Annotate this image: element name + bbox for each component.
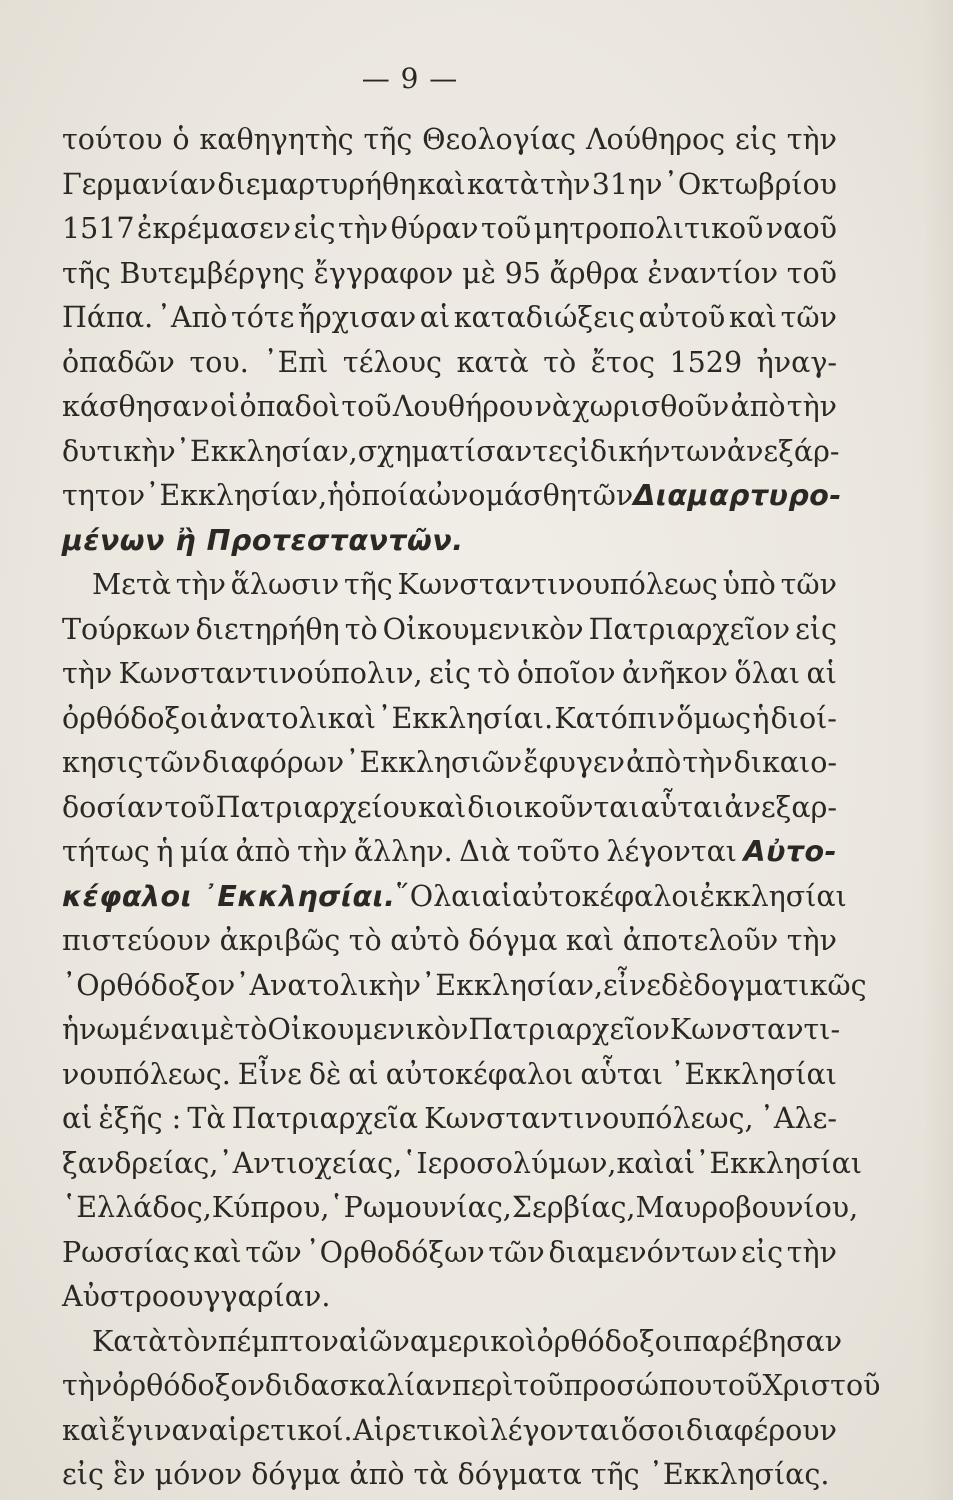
- word: Οἰκουμενικὸν: [382, 612, 584, 646]
- word: ὀρθόδοξοι: [62, 701, 209, 735]
- text-line: [62, 1008, 841, 1053]
- word: Γερμανίαν: [62, 167, 217, 201]
- word: ξανδρείας,: [62, 1146, 219, 1180]
- word: ἔφυγεν: [523, 746, 625, 779]
- word: αἱρετικοί.: [208, 1413, 353, 1447]
- word: τοῦ: [513, 1369, 564, 1402]
- word: Αἱρετικοὶ: [352, 1413, 490, 1447]
- page-edge-shadow: [923, 0, 953, 1500]
- word: ἀνατολικαὶ: [209, 701, 376, 735]
- word: ᾿Αλε-: [759, 1102, 837, 1135]
- word: Πατριαρχείου: [215, 790, 418, 824]
- word: ἀνεξάρ-: [726, 434, 840, 468]
- word: Βυτεμβέργης: [119, 256, 305, 290]
- text-line: [62, 786, 837, 831]
- word: ᾿Ανατολικὴν: [235, 968, 421, 1002]
- word: ἡ: [327, 479, 345, 512]
- word: ἀκριβῶς: [219, 924, 341, 957]
- word: προσώπου: [563, 1369, 713, 1402]
- word: μητροπολιτικοῦ: [533, 212, 764, 245]
- word: ἀπὸ: [235, 835, 291, 868]
- word: Λουθήρου: [392, 390, 534, 423]
- word: ὀρθόδοξον: [112, 1369, 265, 1402]
- word: καὶ: [565, 924, 615, 957]
- line-text: Αὐστροουγγαρίαν.: [62, 1280, 331, 1313]
- word: τοῦ: [786, 256, 837, 290]
- word: διαφόρων: [202, 746, 345, 779]
- word: ῞Ολαι: [395, 879, 482, 913]
- text-line: [62, 474, 842, 519]
- word: τὸ: [543, 345, 577, 379]
- text-line: [62, 1231, 837, 1276]
- word: αὐτοῦ: [638, 301, 726, 334]
- word: ἐκκλησίαι: [699, 879, 847, 913]
- word: αἰῶνα: [338, 1324, 430, 1358]
- word: τοῦ: [712, 1369, 763, 1402]
- word: τὴν: [786, 123, 837, 156]
- word: ἔγιναν: [110, 1413, 209, 1447]
- word: λέγονται: [489, 1413, 621, 1447]
- word: τὸ: [344, 612, 378, 646]
- text-line: [62, 741, 837, 786]
- word: αἱ: [806, 657, 837, 690]
- text-line: [62, 1186, 859, 1231]
- word: Λούθηρος: [585, 123, 726, 156]
- body-text: [62, 118, 881, 1498]
- text-line: [62, 519, 837, 564]
- word: διεμαρτυρήθη: [217, 167, 417, 201]
- word: ὑπὸ: [722, 568, 776, 601]
- word: ἠναγ-: [756, 345, 837, 379]
- text-line: [62, 1053, 837, 1098]
- word: του.: [189, 345, 249, 379]
- word: τὴν: [62, 1369, 113, 1402]
- word: δόγμα: [468, 924, 558, 957]
- word: Κατόπιν: [554, 701, 676, 735]
- word: Τὰ: [187, 1102, 226, 1135]
- word: καὶ: [417, 167, 466, 201]
- word: τὸ: [348, 924, 382, 957]
- word: τῶν: [576, 479, 634, 512]
- word: αὗται: [580, 1057, 664, 1091]
- word: ᾿Ορθόδοξον: [62, 968, 236, 1002]
- text-line: [62, 919, 837, 964]
- word: μερικοὶ: [429, 1324, 537, 1358]
- word: Κύπρου,: [211, 1191, 330, 1224]
- word: πέμπτον: [217, 1324, 339, 1358]
- word: καταδιώξεις: [453, 301, 635, 334]
- word: τῶν: [245, 1235, 302, 1269]
- word: ᾿Εκκλησίαν,: [420, 968, 604, 1002]
- text-line: [62, 207, 837, 252]
- word: ναοῦ: [765, 212, 837, 245]
- word: εἶνε: [603, 968, 662, 1002]
- word: ἀνῆκον: [622, 657, 728, 690]
- text-line: [62, 1097, 837, 1142]
- word: τὴν: [682, 746, 733, 779]
- word: τὸ: [477, 657, 511, 690]
- word: Μετὰ: [92, 568, 171, 601]
- word: Τούρκων: [62, 612, 191, 646]
- word: δυτικὴν: [62, 434, 176, 468]
- word: περὶ: [451, 1369, 514, 1402]
- word: ῾Ιεροσολύμων,: [402, 1146, 617, 1180]
- word: Διαμαρτυρο-: [633, 479, 842, 512]
- text-line: [62, 697, 837, 742]
- word: τῶν: [144, 746, 201, 779]
- word: Σερβίας,: [511, 1191, 636, 1224]
- word: ᾿Επὶ: [263, 345, 329, 379]
- text-line: [62, 830, 837, 875]
- text-line: [62, 118, 837, 163]
- word: εἰς: [795, 612, 837, 646]
- word: τὴν: [786, 1235, 837, 1269]
- word: πιστεύουν: [62, 924, 212, 957]
- word: διδασκαλίαν: [264, 1369, 452, 1402]
- word: τὴν: [175, 568, 226, 601]
- text-line: [62, 1275, 837, 1320]
- text-line: [62, 252, 837, 297]
- word: ἀπὸ: [626, 746, 682, 779]
- word: δοσίαν: [62, 790, 164, 824]
- word: ἐκρέμασεν: [137, 212, 291, 245]
- text-line: [62, 1364, 881, 1409]
- word: ὁποῖον: [516, 657, 616, 690]
- word: 1517: [62, 212, 135, 245]
- line-text: εἰς ἓν μόνον δόγμα ἀπὸ τὰ δόγματα τῆς ᾿Εκκλησίας.: [62, 1458, 830, 1491]
- word: αὐτοκέφαλοι: [512, 879, 700, 913]
- word: τὴν: [540, 167, 591, 201]
- word: των: [670, 434, 727, 468]
- word: εἰς: [741, 1235, 784, 1269]
- word: διετηρήθη: [195, 612, 340, 646]
- word: λέγονται: [606, 835, 737, 868]
- word: ἡνωμέναι: [62, 1013, 201, 1046]
- word: καὶ: [62, 1413, 111, 1447]
- word: ὅμως: [676, 701, 752, 735]
- word: ᾿Απὸ: [156, 301, 228, 334]
- word: ἀπὸ: [730, 390, 786, 423]
- word: ὀπαδοὶ: [239, 390, 341, 423]
- word: ᾿Εκκλησίαι.: [377, 701, 554, 735]
- word: κησις: [62, 746, 144, 779]
- word: ἄρθρα: [549, 256, 639, 290]
- word: ἡ: [752, 701, 770, 735]
- word: ἑξῆς :: [98, 1102, 182, 1135]
- word: τοῦτο: [516, 835, 600, 868]
- word: κάσθησαν: [62, 390, 209, 423]
- word: καὶ: [616, 1146, 665, 1180]
- word: 1529: [669, 345, 743, 379]
- word: Ρωσσίας: [62, 1235, 190, 1269]
- word: τητον: [62, 479, 146, 512]
- word: ὀρθόδοξοι: [536, 1324, 684, 1358]
- word: νὰ: [534, 390, 572, 423]
- word: δὲ: [308, 1057, 342, 1091]
- text-line: [62, 430, 840, 475]
- word: ᾿Εκκλησιῶν: [345, 746, 523, 779]
- word: Μαυροβουνίου,: [635, 1191, 859, 1224]
- word: ἤρχισαν: [297, 301, 417, 334]
- word: ἐναντίον: [647, 256, 779, 290]
- word: τὸ: [234, 1013, 268, 1046]
- word: Πατριαρχεῖον: [468, 1013, 670, 1046]
- word: Κατὰ: [92, 1324, 168, 1358]
- word: ἰδικήν: [578, 434, 671, 468]
- word: Πατριαρχεῖον: [588, 612, 791, 646]
- word: Διὰ: [459, 835, 511, 868]
- word: τοῦ: [480, 212, 532, 245]
- word: Εἶνε: [237, 1057, 302, 1091]
- text-line: [62, 1320, 843, 1365]
- word: τοῦ: [341, 390, 392, 423]
- text-line: [62, 875, 847, 920]
- word: διοικοῦνται: [467, 790, 640, 824]
- word: Οἰκουμενικὸν: [267, 1013, 469, 1046]
- word: ἀνεξαρ-: [724, 790, 837, 824]
- line-text: μένων ἢ Προτεσταντῶν.: [62, 523, 464, 557]
- word: αἱ: [481, 879, 513, 913]
- word: Θεολογίας: [422, 123, 577, 156]
- word: καὶ: [193, 1235, 242, 1269]
- word: τέλους: [342, 345, 442, 379]
- word: ἔτος: [590, 345, 655, 379]
- word: Πατριαρχεῖα: [231, 1102, 419, 1135]
- word: τούτου: [62, 123, 163, 156]
- word: τὴν: [786, 924, 837, 957]
- word: Κωνσταντινούπολιν,: [118, 657, 423, 690]
- word: τὴν: [62, 657, 113, 690]
- word: τὸν: [167, 1324, 218, 1358]
- word: κατὰ: [456, 345, 529, 379]
- word: διοί-: [770, 701, 837, 735]
- word: σχηματίσαντες: [357, 434, 579, 468]
- word: ᾿Εκκλησίαν,: [145, 479, 328, 512]
- word: μὲ: [200, 1013, 235, 1046]
- text-line: [62, 163, 837, 208]
- word: δικαιο-: [733, 746, 837, 779]
- word: αὐτοκέφαλοι: [385, 1057, 574, 1091]
- word: τῆς: [343, 568, 393, 601]
- word: τῶν: [780, 568, 837, 601]
- word: ᾿Ορθοδόξων: [305, 1235, 485, 1269]
- word: αἱ: [419, 301, 451, 334]
- word: τήτως: [62, 835, 150, 868]
- word: ὀπαδῶν: [62, 345, 175, 379]
- word: νουπόλεως.: [62, 1057, 231, 1091]
- word: ὠνομάσθη: [427, 479, 577, 512]
- word: ὅλαι: [734, 657, 801, 690]
- word: τῶν: [780, 301, 837, 334]
- word: καθηγητὴς: [199, 123, 354, 156]
- word: κατὰ: [466, 167, 540, 201]
- word: ἔγγραφον: [313, 256, 454, 290]
- word: ἀποτελοῦν: [622, 924, 779, 957]
- word: ὁποία: [344, 479, 428, 512]
- text-line: [62, 1409, 837, 1454]
- word: μὲ: [462, 256, 496, 290]
- word: ὅσοι: [620, 1413, 686, 1447]
- word: εἰς: [429, 657, 471, 690]
- word: τὴν: [297, 835, 348, 868]
- text-line: [62, 964, 867, 1009]
- word: Πάπα.: [62, 301, 154, 334]
- word: αἱ: [348, 1057, 379, 1091]
- word: τὴν: [786, 390, 837, 423]
- text-line: [62, 385, 837, 430]
- word: ᾿Εκκλησίαι: [670, 1057, 837, 1091]
- word: αὗται: [640, 790, 724, 824]
- word: ᾿Αντιοχείας,: [218, 1146, 403, 1180]
- word: τῆς: [62, 256, 111, 290]
- word: ᾿Εκκλησίαν,: [175, 434, 358, 468]
- word: 95: [504, 256, 541, 290]
- word: αἱ: [664, 1146, 696, 1180]
- word: τότε: [230, 301, 295, 334]
- word: Χριστοῦ: [762, 1369, 881, 1402]
- word: ᾿Οκτωβρίου: [663, 167, 837, 201]
- word: τοῦ: [164, 790, 215, 824]
- word: ῾Ρωμουνίας,: [329, 1191, 512, 1224]
- word: ἄλλην.: [353, 835, 453, 868]
- text-line: [62, 652, 837, 697]
- text-line: [62, 341, 837, 386]
- word: θύραν: [390, 212, 479, 245]
- word: δογματικῶς: [693, 968, 867, 1002]
- word: Κωνσταντι-: [669, 1013, 841, 1046]
- word: παρέβησαν: [683, 1324, 843, 1358]
- word: οἱ: [209, 390, 239, 423]
- word: Κωνσταντινουπόλεως: [397, 568, 718, 601]
- word: 31ην: [591, 167, 663, 201]
- word: διαμενόντων: [548, 1235, 738, 1269]
- text-line: [62, 608, 837, 653]
- word: κέφαλοι ᾿Εκκλησίαι.: [62, 879, 396, 913]
- word: τῶν: [488, 1235, 545, 1269]
- word: καὶ: [418, 790, 467, 824]
- text-line: [62, 1142, 862, 1187]
- word: ἅλωσιν: [230, 568, 340, 601]
- word: ὁ: [172, 123, 190, 156]
- word: αἱ: [62, 1102, 93, 1135]
- word: εἰς: [735, 123, 777, 156]
- word: ᾿Εκκλησίαι: [695, 1146, 862, 1180]
- word: διαφέρουν: [686, 1413, 837, 1447]
- word: Κωνσταντινουπόλεως,: [424, 1102, 754, 1135]
- text-line: [62, 1453, 837, 1498]
- word: ἡ: [156, 835, 174, 868]
- word: αὐτὸ: [390, 924, 460, 957]
- word: εἰς: [293, 212, 336, 245]
- text-line: [62, 563, 837, 608]
- word: τὴν: [337, 212, 389, 245]
- word: μία: [179, 835, 229, 868]
- text-line: [62, 296, 837, 341]
- page-number: — 9 —: [361, 62, 459, 95]
- word: ῾Ελλάδος,: [62, 1191, 212, 1224]
- word: τῆς: [363, 123, 413, 156]
- word: χωρισθοῦν: [572, 390, 730, 423]
- word: δὲ: [661, 968, 694, 1002]
- word: Αὐτο-: [743, 835, 837, 868]
- word: καὶ: [728, 301, 778, 334]
